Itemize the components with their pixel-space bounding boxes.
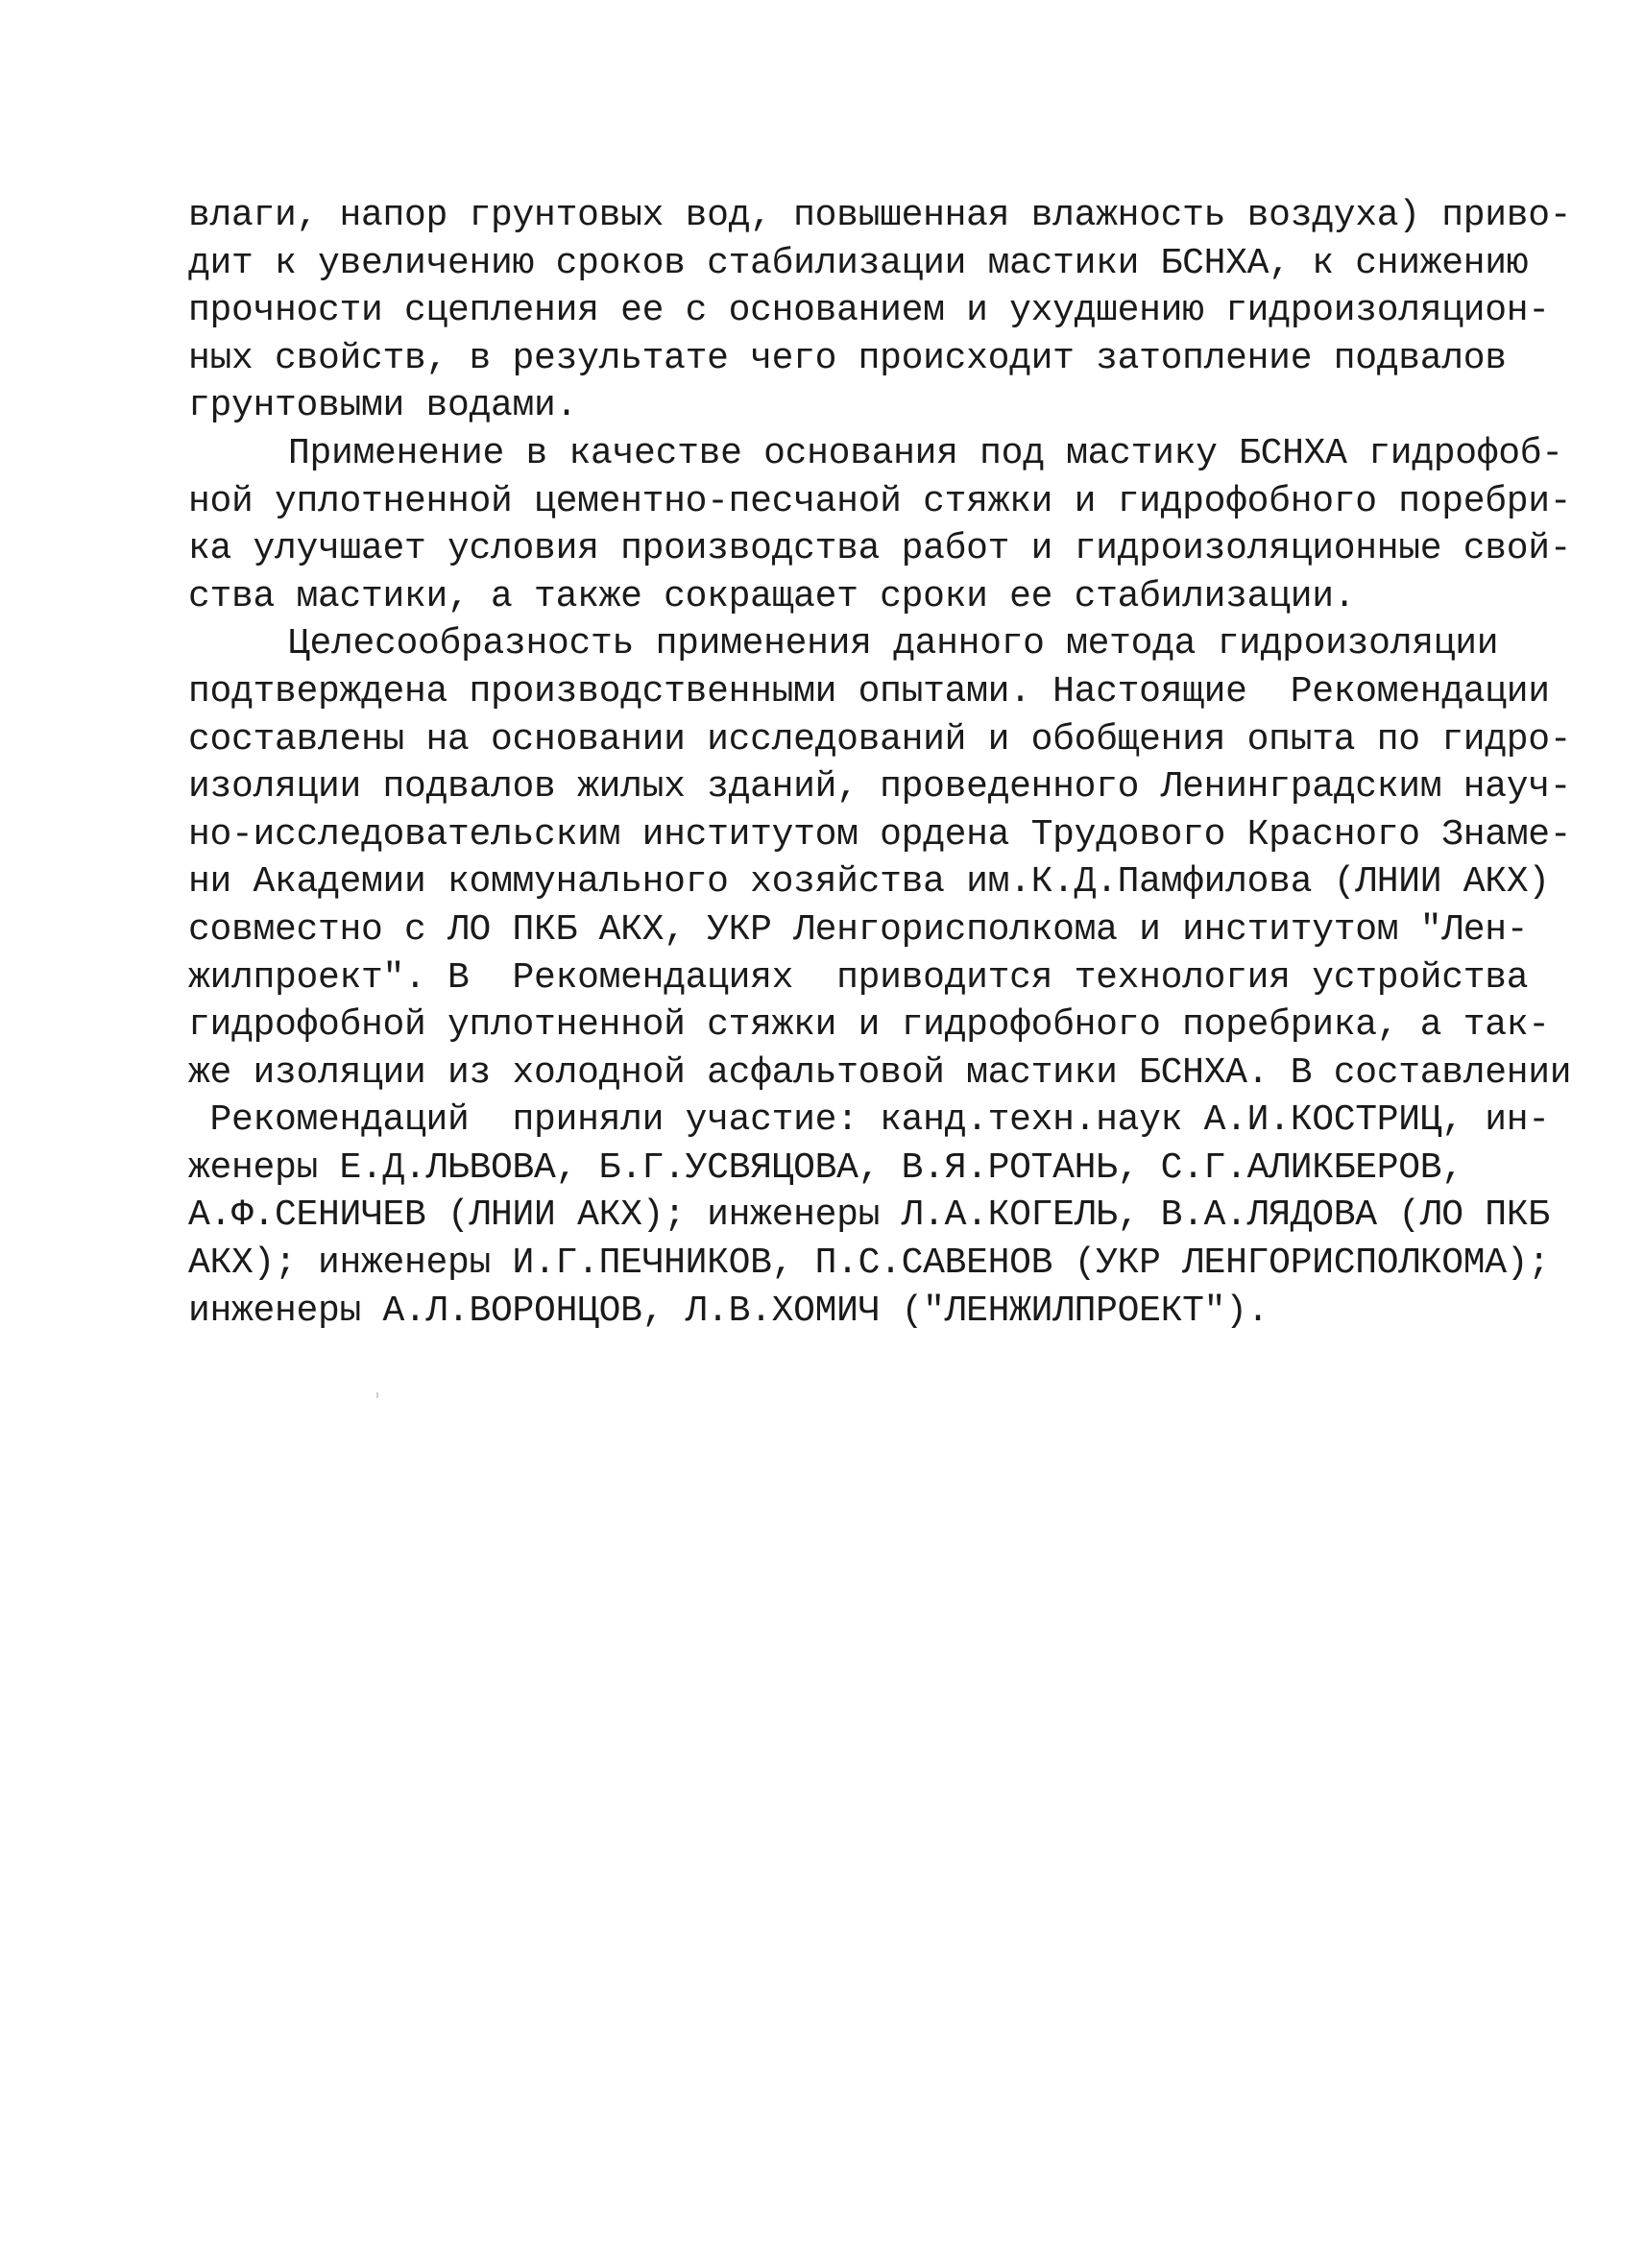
text-line: А.Ф.СЕНИЧЕВ (ЛНИИ АКХ); инженеры Л.А.КОГЕЛЬ, В.А.ЛЯДОВА (ЛО ПКБ: [188, 1194, 1550, 1237]
text-line: дит к увеличению сроков стабилизации мастики БСНХА, к снижению: [188, 242, 1529, 284]
text-line: но-исследовательским институтом ордена Трудового Красного Знаме-: [188, 813, 1572, 856]
text-line: АКХ); инженеры И.Г.ПЕЧНИКОВ, П.С.САВЕНОВ (УКР ЛЕНГОРИСПОЛКОМА);: [188, 1243, 1550, 1285]
text-line: жилпроект". В Рекомендациях приводится технология устройства: [188, 956, 1529, 999]
text-line: прочности сцепления ее с основанием и ухудшению гидроизоляцион-: [188, 290, 1550, 332]
text-line: ной уплотненной цементно-песчаной стяжки и гидрофобного поребри-: [188, 480, 1572, 522]
text-line: влаги, напор грунтовых вод, повышенная влажность воздуха) приво-: [188, 195, 1572, 236]
text-line: инженеры А.Л.ВОРОНЦОВ, Л.В.ХОМИЧ ("ЛЕНЖИЛПРОЕКТ").: [188, 1290, 1269, 1332]
text-line: женеры Е.Д.ЛЬВОВА, Б.Г.УСВЯЦОВА, В.Я.РОТАНЬ, С.Г.АЛИКБЕРОВ,: [188, 1146, 1463, 1189]
text-line: ни Академии коммунального хозяйства им.К.Д.Памфилова (ЛНИИ АКХ): [188, 861, 1550, 904]
text-line: изоляции подвалов жилых зданий, проведенного Ленинградским науч-: [188, 766, 1572, 808]
text-line: составлены на основании исследований и обобщения опыта по гидро-: [188, 718, 1572, 760]
text-line: ства мастики, а также сокращает сроки ее стабилизации.: [188, 575, 1356, 617]
text-line: грунтовыми водами.: [188, 385, 578, 427]
text-line: же изоляции из холодной асфальтовой мастики БСНХА. В составлении: [188, 1051, 1572, 1094]
text-line: ных свойств, в результате чего происходит затопление подвалов: [188, 337, 1507, 379]
text-line: гидрофобной уплотненной стяжки и гидрофобного поребрика, а так-: [188, 1004, 1550, 1047]
text-line: подтверждена производственными опытами. Настоящие Рекомендации: [188, 670, 1550, 712]
scan-speck: [376, 1392, 378, 1398]
text-line: совместно с ЛО ПКБ АКХ, УКР Ленгорисполкома и институтом "Лен-: [188, 908, 1529, 951]
text-line: Рекомендаций приняли участие: канд.техн.наук А.И.КОСТРИЦ, ин-: [188, 1099, 1550, 1142]
text-line: ка улучшает условия производства работ и гидроизоляционные свой-: [188, 528, 1572, 570]
paragraph-start-line: Применение в качестве основания под мастику БСНХА гидрофоб-: [288, 432, 1563, 474]
paragraph-start-line: Целесообразность применения данного метода гидроизоляции: [288, 623, 1499, 665]
body-text: [188, 192, 1572, 1335]
